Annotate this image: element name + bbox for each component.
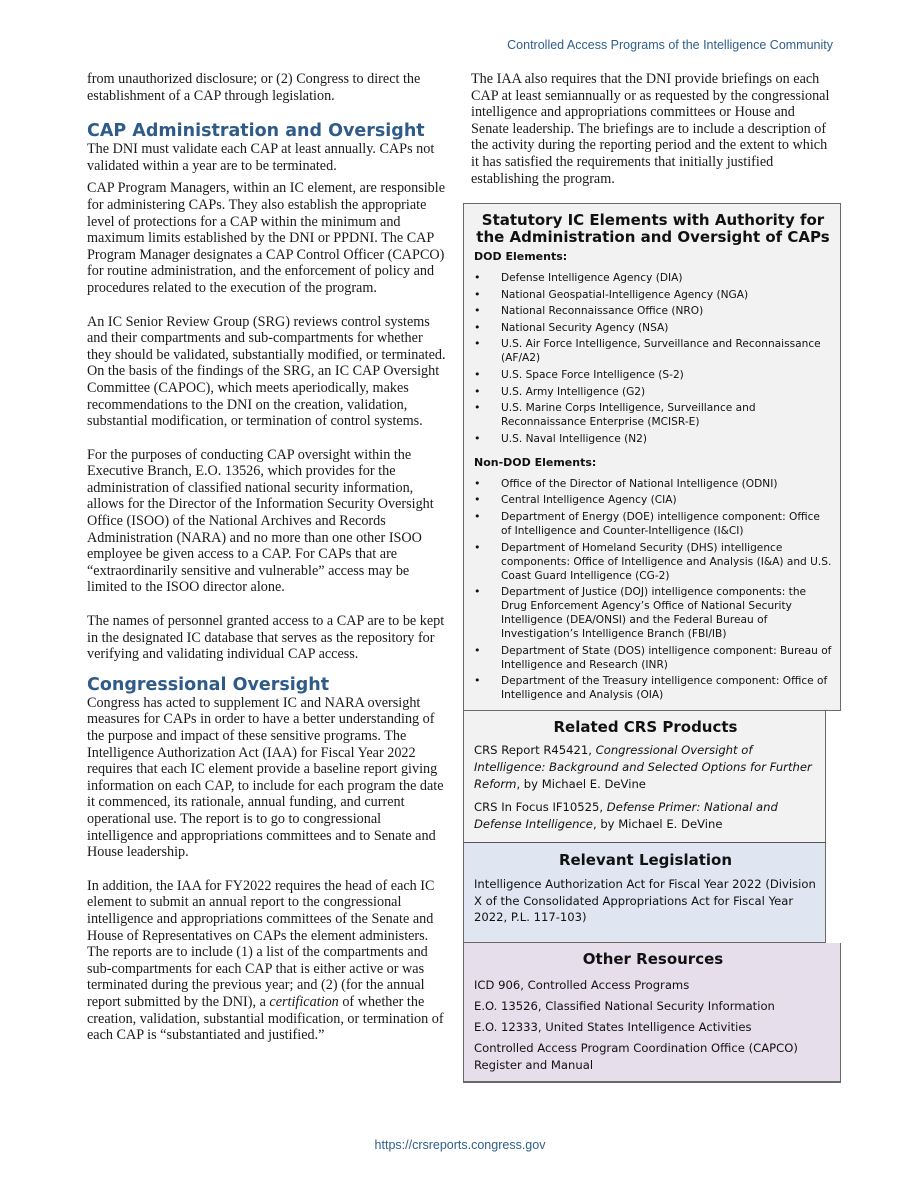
resources-box-title: Other Resources xyxy=(582,950,724,968)
related-product-2 xyxy=(474,799,817,833)
statutory-elements-box xyxy=(463,203,841,711)
running-header: Controlled Access Programs of the Intelligence Community xyxy=(507,38,833,52)
congress-paragraph-1: Congress has acted to supplement IC and NARA oversight measures for CAPs in order to have a better understanding of the purpose and impact of these sensitive programs. The Intelligence Authorization Act (IAA) for Fiscal Year 2022 requires that each IC element provide a baseline report giving information on each CAP, to include for each program the date it commenced, its rationale, annual funding, and current operational use. The report is to go to congressional intelligence and appropriations committees and to Senate and House leadership. xyxy=(87,694,444,861)
related-product-1-suffix: , by Michael E. DeVine xyxy=(516,777,646,791)
congress-paragraph-2 xyxy=(87,878,449,1044)
list-item: • U.S. Space Force Intelligence (S-2) xyxy=(474,368,832,382)
list-item: • Central Intelligence Agency (CIA) xyxy=(474,493,832,507)
list-item: • Office of the Director of National Intelligence (ODNI) xyxy=(474,477,832,491)
list-item: • National Security Agency (NSA) xyxy=(474,321,832,335)
list-item: • U.S. Marine Corps Intelligence, Surveillance and Reconnaissance Enterprise (MCISR-E) xyxy=(474,401,832,429)
legislation-box-title: Relevant Legislation xyxy=(558,851,733,869)
dod-elements-heading: DOD Elements: xyxy=(474,250,568,263)
list-item: • Department of Energy (DOE) intelligence component: Office of Intelligence and Counter-Intelligence (I&CI) xyxy=(474,510,832,538)
resource-item: E.O. 12333, United States Intelligence Activities xyxy=(474,1020,752,1034)
congress-paragraph-2-part-b: of whether the creation, validation, substantial modification, or termination of each CAP is “substantiated and justified.” xyxy=(87,993,444,1044)
related-product-2-title: Defense Primer: National and Defense Intelligence xyxy=(474,800,778,831)
admin-paragraph-5: The names of personnel granted access to a CAP are to be kept in the designated IC database that serves as the repository for verifying and validating individual CAP access. xyxy=(87,613,445,663)
resource-item: E.O. 13526, Classified National Security Information xyxy=(474,999,775,1013)
admin-paragraph-2: CAP Program Managers, within an IC element, are responsible for administering CAPs. They also establish the appropriate level of protections for a CAP within the minimum and maximum limits established by the DNI or PPDNI. The CAP Program Manager designates a CAP Control Officer (CAPCO) for routine administration, and the enforcement of policy and procedures related to the execution of the program. xyxy=(87,180,446,296)
resource-item: Controlled Access Program Coordination Office (CAPCO) Register and Manual xyxy=(474,1041,798,1072)
left-column xyxy=(87,71,449,1050)
related-product-1-prefix: CRS Report R45421, xyxy=(474,743,596,757)
related-product-1-title: Congressional Oversight of Intelligence: Background and Selected Options for Further Reform xyxy=(474,743,812,791)
resource-item: ICD 906, Controlled Access Programs xyxy=(474,978,690,992)
list-item: • Department of Justice (DOJ) intelligence components: the Drug Enforcement Agency’s Office of National Security Intelligence (DEA/ONSI) and the Federal Bureau of Investigation’s Intelligence Branch (FBI/IB) xyxy=(474,585,832,641)
dod-elements-list xyxy=(474,271,832,446)
admin-paragraph-4: For the purposes of conducting CAP oversight within the Executive Branch, E.O. 13526, which provides for the administration of classified national security information, allows for the Director of the Information Security Oversight Office (ISOO) of the National Archives and Records Administration (NARA) and no more than one other ISOO employee be given access to a CAP. For CAPs that are “extraordinarily sensitive and vulnerable” access may be limited to the ISOO director alone. xyxy=(87,446,434,596)
admin-paragraph-3: An IC Senior Review Group (SRG) reviews control systems and their compartments and sub-compartments for whether they should be validated, substantially modified, or terminated. On the basis of the findings of the SRG, an IC CAP Oversight Committee (CAPOC), which meets aperiodically, makes recommendations to the DNI on the creation, validation, substantial modification, or termination of control systems. xyxy=(87,313,446,430)
certification-emphasis: certification xyxy=(269,993,339,1010)
related-product-2-suffix: , by Michael E. DeVine xyxy=(592,817,723,831)
heading-cap-administration: CAP Administration and Oversight xyxy=(87,121,425,142)
related-product-1 xyxy=(474,742,817,793)
non-dod-elements-list xyxy=(474,477,832,703)
list-item: • U.S. Army Intelligence (G2) xyxy=(474,385,832,399)
list-item: • U.S. Naval Intelligence (N2) xyxy=(474,432,832,446)
list-item: • National Geospatial-Intelligence Agency (NGA) xyxy=(474,288,832,302)
list-item: • U.S. Air Force Intelligence, Surveillance and Reconnaissance (AF/A2) xyxy=(474,337,832,365)
related-box-title: Related CRS Products xyxy=(553,718,738,736)
congress-paragraph-2-part-a: In addition, the IAA for FY2022 requires the head of each IC element to submit an annual report to the congressional intelligence and appropriations committees of the Senate and House of Representatives on CAPs the element administers. The reports are to include (1) a list of the compartments and sub-compartments for each CAP that is either active or was terminated during the previous year; and (2) (for the annual report submitted by the DNI), a xyxy=(87,877,435,1010)
footer-url-link[interactable]: https://crsreports.congress.gov xyxy=(374,1138,546,1152)
list-item: • Department of Homeland Security (DHS) intelligence components: Office of Intelligence and Analysis (I&A) and U.S. Coast Guard Intelligence (CG-2) xyxy=(474,541,832,583)
list-item: • National Reconnaissance Office (NRO) xyxy=(474,304,832,318)
relevant-legislation-box xyxy=(463,842,826,943)
non-dod-elements-heading: Non-DOD Elements: xyxy=(474,455,597,469)
list-item: • Department of State (DOS) intelligence component: Bureau of Intelligence and Research (INR) xyxy=(474,644,832,672)
list-item: • Defense Intelligence Agency (DIA) xyxy=(474,271,832,285)
legislation-text: Intelligence Authorization Act for Fiscal Year 2022 (Division X of the Consolidated Appropriations Act for Fiscal Year 2022, P.L. 117-103) xyxy=(474,877,816,924)
related-crs-products-box xyxy=(463,711,826,842)
heading-congressional-oversight: Congressional Oversight xyxy=(87,674,330,695)
briefings-paragraph: The IAA also requires that the DNI provide briefings on each CAP at least semiannually or as requested by the congressional intelligence and appropriations committees or House and Senate leadership. The briefings are to include a description of the activity during the reporting period and the extent to which it has satisfied the requirements that initially justified establishing the program. xyxy=(471,71,830,187)
list-item: • Department of the Treasury intelligence component: Office of Intelligence and Analysis (OIA) xyxy=(474,674,832,702)
intro-paragraph: from unauthorized disclosure; or (2) Congress to direct the establishment of a CAP through legislation. xyxy=(87,71,421,104)
other-resources-box xyxy=(463,943,841,1083)
statutory-box-title: Statutory IC Elements with Authority for the Administration and Oversight of CAPs xyxy=(476,211,830,246)
admin-paragraph-1: The DNI must validate each CAP at least annually. CAPs not validated within a year are to be terminated. xyxy=(87,141,435,174)
related-product-2-prefix: CRS In Focus IF10525, xyxy=(474,800,607,814)
